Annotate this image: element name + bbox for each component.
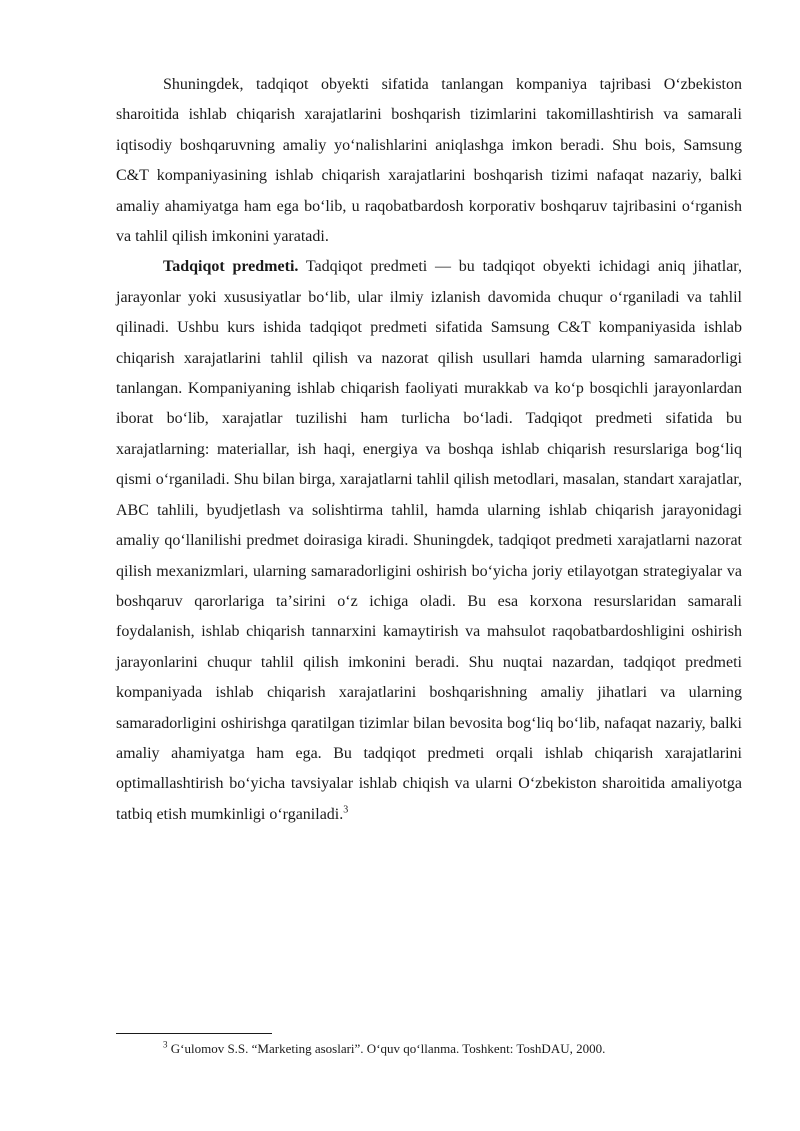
footnote-separator (116, 1033, 272, 1034)
footnote (163, 1041, 743, 1057)
footnote-text: Gʻulomov S.S. “Marketing asoslari”. Oʻquv qoʻllanma. Toshkent: ToshDAU, 2000. (167, 1041, 606, 1056)
paragraph-object-experience (116, 70, 742, 252)
section-term: Tadqiqot predmeti. (163, 258, 299, 276)
paragraph-research-subject (116, 252, 742, 830)
footnote-marker: 3 (163, 1039, 168, 1050)
paragraph-text: Tadqiqot predmeti — bu tadqiqot obyekti ichidagi aniq jihatlar, jarayonlar yoki xususiyatlar boʻlib, ular ilmiy izlanish davomida chuqur oʻrganiladi va tahlil qilinadi. Ushbu kurs ishida tadqiqot predmeti sifatida Samsung C&T kompaniyasida ishlab chiqarish xarajatlarini tahlil qilish va nazorat qilish usullari hamda ularning samaradorligi tanlangan. Kompaniyaning ishlab chiqarish faoliyati murakkab va koʻp bosqichli jarayonlardan iborat boʻlib, xarajatlar tuzilishi ham turlicha boʻladi. Tadqiqot predmeti sifatida bu xarajatlarning: materiallar, ish haqi, energiya va boshqa ishlab chiqarish resurslariga bogʻliq qismi oʻrganiladi. Shu bilan birga, xarajatlarni tahlil qilish metodlari, masalan, standart xarajatlar, ABC tahlili, byudjetlash va solishtirma tahlil, hamda ularning ishlab chiqarish jarayonidagi amaliy qoʻllanilishi predmet doirasiga kiradi. Shuningdek, tadqiqot predmeti xarajatlarni nazorat qilish mexanizmlari, ularning samaradorligini oshirish boʻyicha joriy etilayotgan strategiyalar va boshqaruv qarorlariga taʼsirini oʻz ichiga oladi. Bu esa korxona resurslaridan samarali foydalanish, ishlab chiqarish tannarxini kamaytirish va mahsulot raqobatbardoshligini oshirish jarayonlarini chuqur tahlil qilish imkonini beradi. Shu nuqtai nazardan, tadqiqot predmeti kompaniyada ishlab chiqarish xarajatlarini boshqarishning amaliy jihatlari va ularning samaradorligini oshirishga qaratilgan tizimlar bilan bevosita bogʻliq boʻlib, nafaqat nazariy, balki amaliy ahamiyatga ham ega. Bu tadqiqot predmeti orqali ishlab chiqarish xarajatlarini optimallashtirish boʻyicha tavsiyalar ishlab chiqish va ularni Oʻzbekiston sharoitida amaliyotga tatbiq etish mumkinligi oʻrganiladi. (116, 258, 742, 823)
paragraph-text: Shuningdek, tadqiqot obyekti sifatida tanlangan kompaniya tajribasi Oʻzbekiston sharoitida ishlab chiqarish xarajatlarini boshqarish tizimlarini takomillashtirish va samarali iqtisodiy boshqaruvning amaliy yoʻnalishlarini aniqlashga imkon beradi. Shu bois, Samsung C&T kompaniyasining ishlab chiqarish xarajatlarini boshqarish tizimi nafaqat nazariy, balki amaliy ahamiyatga ham ega boʻlib, u raqobatbardosh korporativ boshqaruv tajribasini oʻrganish va tahlil qilish imkonini yaratadi. (116, 76, 742, 246)
document-body (116, 70, 742, 830)
footnote-reference[interactable]: 3 (343, 804, 349, 816)
